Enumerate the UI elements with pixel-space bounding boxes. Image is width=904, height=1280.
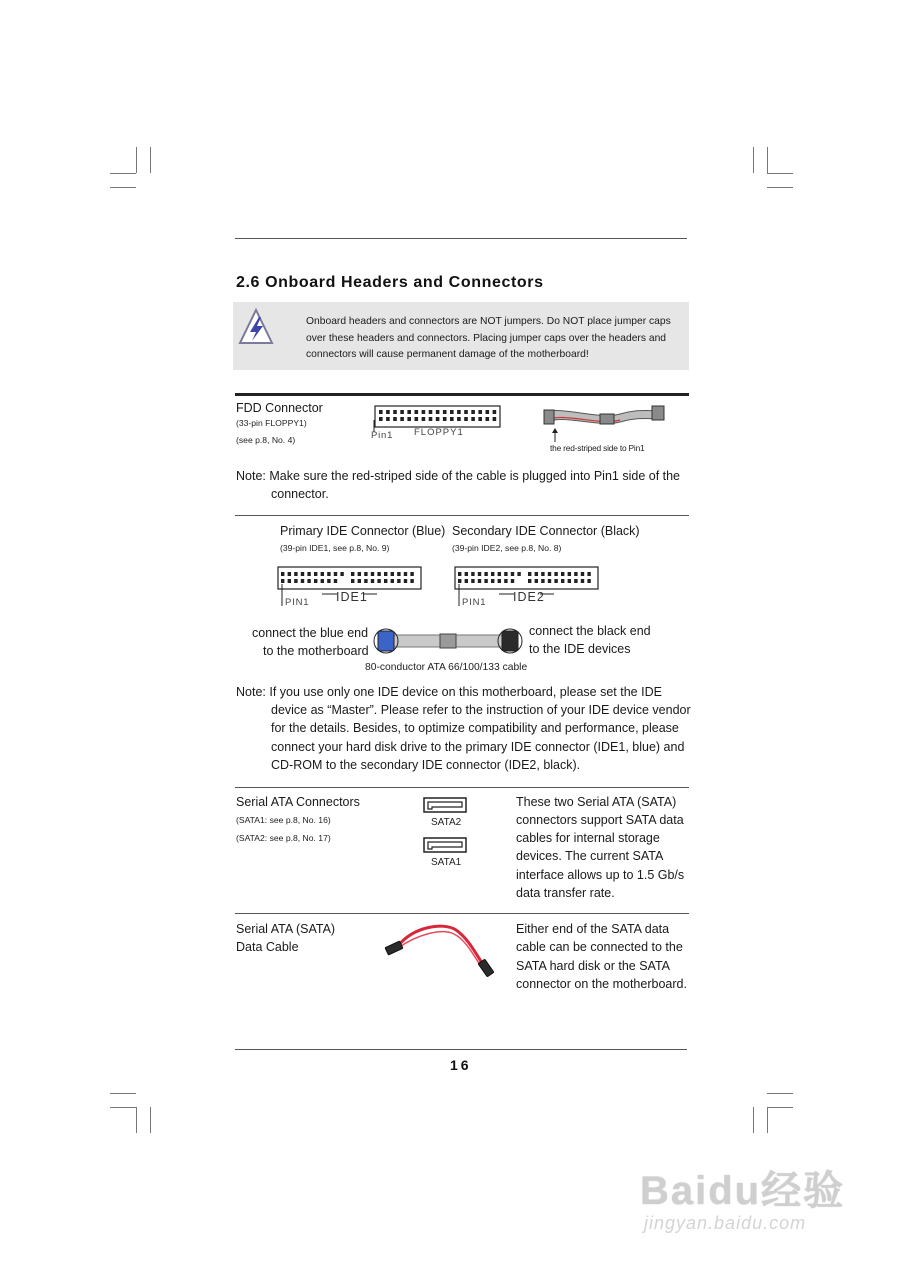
crop-mark bbox=[767, 187, 793, 188]
header-pin bbox=[407, 410, 411, 414]
warning-text: Onboard headers and connectors are NOT jumpers. Do NOT place jumper caps over these headers and connectors. Placing jumper caps over the headers and connectors will cause permanent damage of the motherboard! bbox=[306, 316, 671, 360]
header-pin bbox=[528, 579, 531, 583]
header-pin bbox=[358, 579, 361, 583]
header-pin bbox=[486, 410, 490, 414]
sata1-label: SATA1 bbox=[431, 857, 462, 868]
ide2-pin1-label: PIN1 bbox=[462, 597, 487, 608]
header-pin bbox=[301, 572, 304, 576]
ide-left-caption-2: to the motherboard bbox=[263, 644, 369, 658]
header-pin bbox=[443, 410, 447, 414]
header-pin bbox=[465, 579, 468, 583]
header-pin bbox=[371, 572, 374, 576]
fdd-cable-caption: the red-striped side to Pin1 bbox=[550, 443, 645, 453]
header-pin bbox=[327, 579, 330, 583]
header-pin bbox=[371, 579, 374, 583]
crop-mark bbox=[767, 1107, 793, 1108]
sata-cable-image bbox=[384, 920, 498, 982]
header-pin bbox=[281, 572, 284, 576]
header-pin bbox=[471, 572, 474, 576]
header-pin bbox=[554, 579, 557, 583]
watermark-text: Baidu经验 bbox=[640, 1169, 846, 1213]
header-pin bbox=[358, 572, 361, 576]
header-pin bbox=[321, 579, 324, 583]
sata2-connector-diagram bbox=[422, 796, 468, 814]
header-pin bbox=[334, 579, 337, 583]
header-pin bbox=[314, 579, 317, 583]
header-pin bbox=[471, 417, 475, 421]
ide-right-caption-2: to the IDE devices bbox=[529, 642, 631, 656]
header-pin bbox=[321, 572, 324, 576]
crop-mark bbox=[767, 1107, 768, 1133]
header-pin bbox=[415, 410, 419, 414]
crop-mark bbox=[767, 173, 793, 174]
header-pin bbox=[464, 417, 468, 421]
header-pin bbox=[351, 579, 354, 583]
header-pin bbox=[404, 579, 407, 583]
header-pin bbox=[379, 410, 383, 414]
header-pin bbox=[436, 417, 440, 421]
crop-mark bbox=[110, 1093, 136, 1094]
sata-cable-desc-line-3: SATA hard disk or the SATA bbox=[516, 959, 670, 973]
header-pin bbox=[422, 410, 426, 414]
header-pin bbox=[535, 579, 538, 583]
footer-rule bbox=[235, 1049, 687, 1050]
header-pin bbox=[484, 572, 487, 576]
header-pin bbox=[471, 579, 474, 583]
watermark-logo bbox=[640, 1145, 870, 1245]
ide1-label: IDE1 bbox=[336, 590, 368, 604]
header-pin bbox=[397, 572, 400, 576]
ide-note-line-2: device as “Master”. Please refer to the instruction of your IDE device vendor bbox=[271, 703, 691, 717]
ide-note-line-3: for the details. Besides, to optimize compatibility and performance, please bbox=[271, 721, 679, 735]
ide2-label: IDE2 bbox=[513, 590, 545, 604]
header-pin bbox=[504, 572, 507, 576]
header-pin bbox=[568, 579, 571, 583]
header-pin bbox=[288, 572, 291, 576]
header-pin bbox=[391, 572, 394, 576]
header-pin bbox=[393, 410, 397, 414]
header-pin bbox=[465, 572, 468, 576]
section-title: 2.6 Onboard Headers and Connectors bbox=[236, 274, 544, 291]
header-pin bbox=[541, 572, 544, 576]
primary-ide-title: Primary IDE Connector (Blue) bbox=[280, 524, 446, 538]
warning-icon bbox=[238, 308, 274, 346]
header-pin bbox=[386, 417, 390, 421]
sata-cable-desc-line-4: connector on the motherboard. bbox=[516, 977, 687, 991]
crop-mark bbox=[753, 147, 754, 173]
header-pin bbox=[561, 572, 564, 576]
header-pin bbox=[407, 417, 411, 421]
crop-mark bbox=[110, 1107, 136, 1108]
header-pin bbox=[484, 579, 487, 583]
sata2-label: SATA2 bbox=[431, 817, 462, 828]
header-pin bbox=[478, 410, 482, 414]
header-pin bbox=[568, 572, 571, 576]
header-pin bbox=[443, 417, 447, 421]
header-pin bbox=[457, 410, 461, 414]
header-pin bbox=[384, 579, 387, 583]
floppy-cable-image bbox=[540, 404, 670, 434]
header-pin bbox=[400, 410, 404, 414]
header-pin bbox=[528, 572, 531, 576]
ide-note-line-4: connect your hard disk drive to the primary IDE connector (IDE1, blue) and bbox=[271, 740, 685, 754]
header-pin bbox=[554, 572, 557, 576]
header-pin bbox=[436, 410, 440, 414]
section-rule bbox=[235, 393, 689, 396]
sata-cable-desc-line-1: Either end of the SATA data bbox=[516, 922, 670, 936]
header-pin bbox=[581, 572, 584, 576]
header-pin bbox=[334, 572, 337, 576]
header-pin bbox=[574, 572, 577, 576]
sata-title: Serial ATA Connectors bbox=[236, 795, 360, 809]
crop-mark bbox=[110, 187, 136, 188]
sata-desc-line-1: These two Serial ATA (SATA) bbox=[516, 795, 677, 809]
header-rule bbox=[235, 238, 687, 239]
header-pin bbox=[587, 572, 590, 576]
header-pin bbox=[400, 417, 404, 421]
header-pin bbox=[386, 410, 390, 414]
header-pin bbox=[429, 417, 433, 421]
fdd-note-line-2: connector. bbox=[271, 487, 329, 501]
ide-cable-image bbox=[372, 626, 524, 658]
header-pin bbox=[493, 417, 497, 421]
header-pin bbox=[301, 579, 304, 583]
pin1-arrow-icon bbox=[551, 428, 559, 442]
sata-desc-line-5: interface allows up to 1.5 Gb/s bbox=[516, 868, 685, 882]
ide-cable-caption: 80-conductor ATA 66/100/133 cable bbox=[365, 662, 528, 673]
header-pin bbox=[450, 417, 454, 421]
fdd-header-label: FLOPPY1 bbox=[414, 427, 464, 438]
header-pin bbox=[561, 579, 564, 583]
header-pin bbox=[493, 410, 497, 414]
ide-left-caption-1: connect the blue end bbox=[252, 626, 369, 640]
header-pin bbox=[464, 410, 468, 414]
header-pin bbox=[478, 417, 482, 421]
header-pin bbox=[457, 417, 461, 421]
header-pin bbox=[478, 572, 481, 576]
header-pin bbox=[294, 572, 297, 576]
header-pin bbox=[397, 579, 400, 583]
header-pin bbox=[548, 579, 551, 583]
header-pin bbox=[391, 579, 394, 583]
crop-mark bbox=[767, 147, 768, 173]
section-rule bbox=[235, 913, 689, 914]
header-pin bbox=[415, 417, 419, 421]
sata-cable-title-2: Data Cable bbox=[236, 940, 299, 954]
header-pin bbox=[504, 579, 507, 583]
fdd-detail-1: (33-pin FLOPPY1) bbox=[236, 418, 307, 428]
header-pin bbox=[458, 572, 461, 576]
header-pin bbox=[327, 572, 330, 576]
header-pin bbox=[486, 417, 490, 421]
header-pin bbox=[478, 579, 481, 583]
sata-desc-line-2: connectors support SATA data bbox=[516, 813, 684, 827]
crop-mark bbox=[150, 147, 151, 173]
header-pin bbox=[491, 579, 494, 583]
header-pin bbox=[548, 572, 551, 576]
watermark-url: jingyan.baidu.com bbox=[644, 1213, 807, 1233]
sata-cable-title-1: Serial ATA (SATA) bbox=[236, 922, 336, 936]
section-rule bbox=[235, 787, 689, 788]
header-pin bbox=[364, 579, 367, 583]
section-rule bbox=[235, 515, 689, 516]
header-pin bbox=[429, 410, 433, 414]
crop-mark bbox=[110, 173, 136, 174]
header-pin bbox=[410, 572, 413, 576]
header-pin bbox=[541, 579, 544, 583]
header-pin bbox=[404, 572, 407, 576]
header-pin bbox=[498, 572, 501, 576]
sata-detail-1: (SATA1: see p.8, No. 16) bbox=[236, 815, 331, 825]
secondary-ide-title: Secondary IDE Connector (Black) bbox=[452, 524, 640, 538]
header-pin bbox=[535, 572, 538, 576]
header-pin bbox=[377, 572, 380, 576]
ide1-pin1-label: PIN1 bbox=[285, 597, 310, 608]
header-pin bbox=[351, 572, 354, 576]
header-pin bbox=[410, 579, 413, 583]
header-pin bbox=[498, 579, 501, 583]
header-pin bbox=[450, 410, 454, 414]
header-pin bbox=[581, 579, 584, 583]
fdd-title: FDD Connector bbox=[236, 401, 323, 415]
header-pin bbox=[307, 579, 310, 583]
sata1-connector-diagram bbox=[422, 836, 468, 854]
header-pin bbox=[314, 572, 317, 576]
ide-note-line-1: Note: If you use only one IDE device on this motherboard, please set the IDE bbox=[236, 685, 662, 699]
crop-mark bbox=[767, 1093, 793, 1094]
header-pin bbox=[288, 579, 291, 583]
header-pin bbox=[511, 579, 514, 583]
header-pin bbox=[574, 579, 577, 583]
primary-ide-detail: (39-pin IDE1, see p.8, No. 9) bbox=[280, 543, 390, 553]
crop-mark bbox=[753, 1107, 754, 1133]
sata-desc-line-4: devices. The current SATA bbox=[516, 849, 664, 863]
header-pin bbox=[294, 579, 297, 583]
header-pin bbox=[364, 572, 367, 576]
header-pin bbox=[379, 417, 383, 421]
sata-cable-desc-line-2: cable can be connected to the bbox=[516, 940, 683, 954]
header-pin bbox=[422, 417, 426, 421]
header-pin bbox=[393, 417, 397, 421]
header-pin bbox=[511, 572, 514, 576]
sata-desc-line-6: data transfer rate. bbox=[516, 886, 615, 900]
crop-mark bbox=[136, 147, 137, 173]
header-pin bbox=[377, 579, 380, 583]
sata-desc-line-3: cables for internal storage bbox=[516, 831, 660, 845]
secondary-ide-detail: (39-pin IDE2, see p.8, No. 8) bbox=[452, 543, 562, 553]
header-pin bbox=[471, 410, 475, 414]
page-number: 16 bbox=[450, 1057, 472, 1073]
header-pin bbox=[307, 572, 310, 576]
header-pin bbox=[384, 572, 387, 576]
header-pin bbox=[587, 579, 590, 583]
header-pin bbox=[340, 572, 343, 576]
sata-detail-2: (SATA2: see p.8, No. 17) bbox=[236, 833, 331, 843]
crop-mark bbox=[136, 1107, 137, 1133]
header-pin bbox=[491, 572, 494, 576]
header-pin bbox=[517, 572, 520, 576]
ide-right-caption-1: connect the black end bbox=[529, 624, 651, 638]
header-pin bbox=[458, 579, 461, 583]
ide-note-line-5: CD-ROM to the secondary IDE connector (IDE2, black). bbox=[271, 758, 581, 772]
fdd-note-line-1: Note: Make sure the red-striped side of the cable is plugged into Pin1 side of the bbox=[236, 469, 681, 483]
fdd-pin1-label: Pin1 bbox=[371, 430, 394, 441]
fdd-detail-2: (see p.8, No. 4) bbox=[236, 435, 296, 445]
header-pin bbox=[281, 579, 284, 583]
crop-mark bbox=[150, 1107, 151, 1133]
